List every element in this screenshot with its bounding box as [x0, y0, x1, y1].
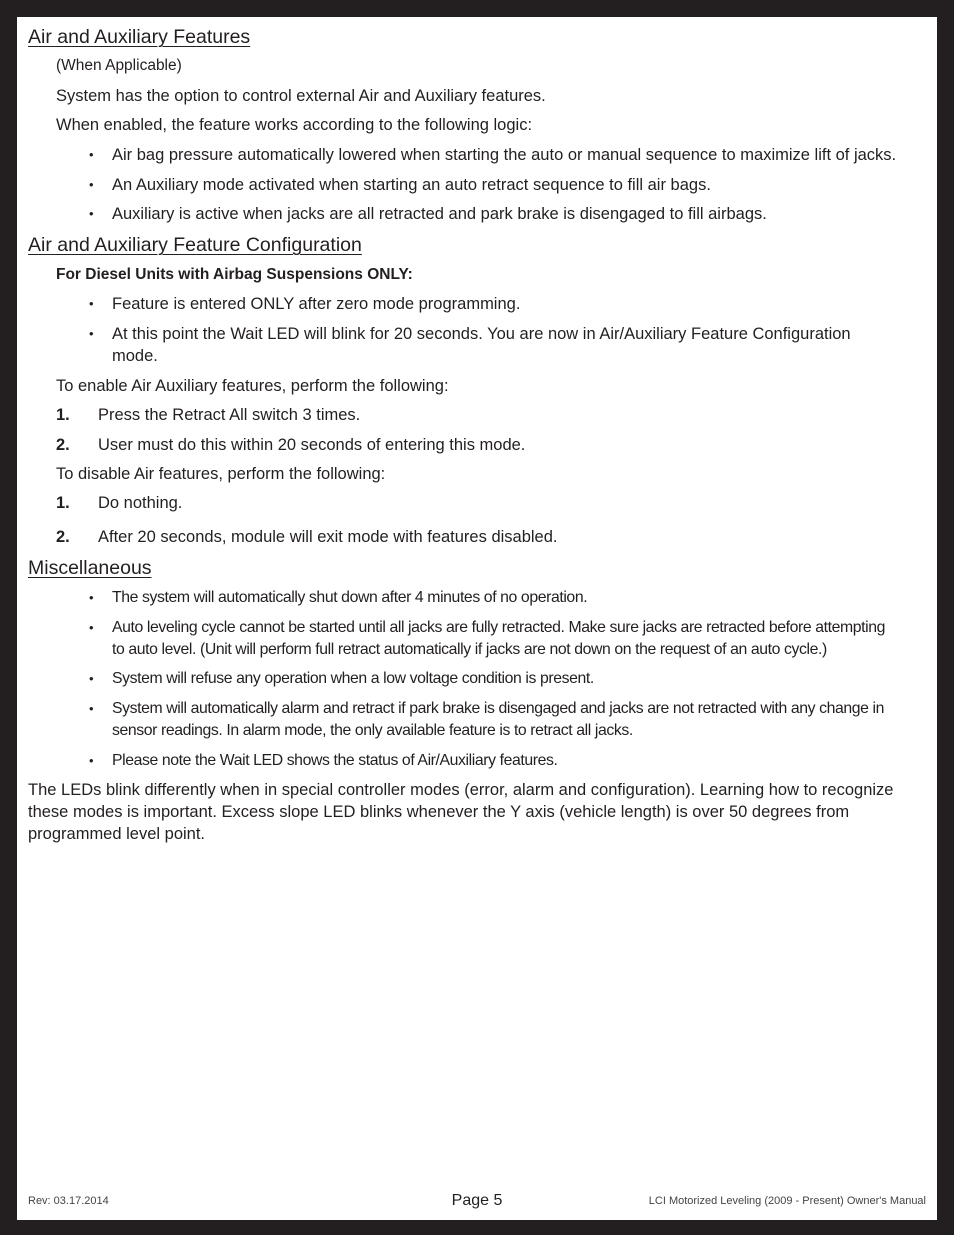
list-item: • Auxiliary is active when jacks are all retracted and park brake is disengaged to fill airbags.	[89, 205, 767, 223]
list-item: 2. User must do this within 20 seconds of entering this mode.	[56, 436, 526, 454]
misc-bullet-list	[28, 587, 898, 772]
section-heading-miscellaneous: Miscellaneous	[28, 557, 152, 579]
bullet-icon: •	[89, 701, 94, 716]
page-number: Page 5	[451, 1192, 503, 1209]
list-item: • An Auxiliary mode activated when starting an auto retract sequence to fill air bags.	[89, 176, 711, 194]
bullet-icon: •	[89, 620, 94, 635]
list-item: • Air bag pressure automatically lowered when starting the auto or manual sequence to maximize lift of jacks.	[89, 146, 897, 164]
air-aux-bullet-list	[28, 144, 898, 225]
section-heading-air-auxiliary: Air and Auxiliary Features	[28, 26, 251, 48]
bullet-icon: •	[89, 671, 94, 686]
bullet-icon: •	[89, 753, 94, 768]
disable-intro: To disable Air features, perform the following:	[56, 465, 386, 483]
list-item: • Auto leveling cycle cannot be started until all jacks are fully retracted. Make sure jacks are retracted before attempting to auto level. (Unit will perform full retract automatically if jacks are not down on the request of an auto cycle.)	[89, 619, 886, 658]
list-item: • Please note the Wait LED shows the status of Air/Auxiliary features.	[28, 750, 898, 772]
list-item: 1. Press the Retract All switch 3 times.	[56, 406, 361, 424]
list-item: 1. Do nothing.	[56, 494, 183, 512]
air-aux-intro: System has the option to control external Air and Auxiliary features.	[56, 87, 546, 105]
bullet-icon: •	[89, 296, 94, 311]
list-item: • System will automatically alarm and retract if park brake is disengaged and jacks are not retracted with any change in sensor readings. In alarm mode, the only available feature is to retract all jacks.	[89, 700, 885, 739]
list-item: • The system will automatically shut down after 4 minutes of no operation.	[28, 587, 898, 609]
when-applicable-note: (When Applicable)	[56, 57, 182, 74]
enable-steps	[28, 404, 898, 456]
list-item: • System will refuse any operation when a low voltage condition is present.	[28, 668, 898, 690]
section-heading-configuration: Air and Auxiliary Feature Configuration	[28, 234, 362, 256]
diesel-units-note: For Diesel Units with Airbag Suspensions ONLY:	[56, 266, 413, 283]
bullet-icon: •	[89, 147, 94, 162]
bullet-icon: •	[89, 326, 94, 341]
closing-paragraph: The LEDs blink differently when in special controller modes (error, alarm and configuration). Learning how to recognize these modes is important. Excess slope LED blinks whenever the Y axis (vehicle length) is over 50 degrees from programmed level point.	[28, 781, 894, 843]
bullet-icon: •	[89, 590, 94, 605]
list-item: 2. After 20 seconds, module will exit mode with features disabled.	[56, 528, 558, 546]
list-item: • At this point the Wait LED will blink for 20 seconds. You are now in Air/Auxiliary Feature Configuration mode.	[89, 325, 851, 365]
revision-date: Rev: 03.17.2014	[28, 1195, 109, 1207]
enable-intro: To enable Air Auxiliary features, perform the following:	[56, 377, 449, 395]
air-aux-logic-intro: When enabled, the feature works according to the following logic:	[56, 116, 533, 134]
manual-title: LCI Motorized Leveling (2009 - Present) Owner's Manual	[648, 1195, 926, 1207]
manual-page	[17, 17, 937, 1220]
bullet-icon: •	[89, 206, 94, 221]
disable-steps	[28, 492, 898, 548]
page-footer	[28, 1192, 926, 1214]
bullet-icon: •	[89, 177, 94, 192]
config-bullet-list	[28, 293, 898, 367]
page-content	[28, 25, 898, 845]
list-item: • Feature is entered ONLY after zero mode programming.	[89, 295, 521, 313]
